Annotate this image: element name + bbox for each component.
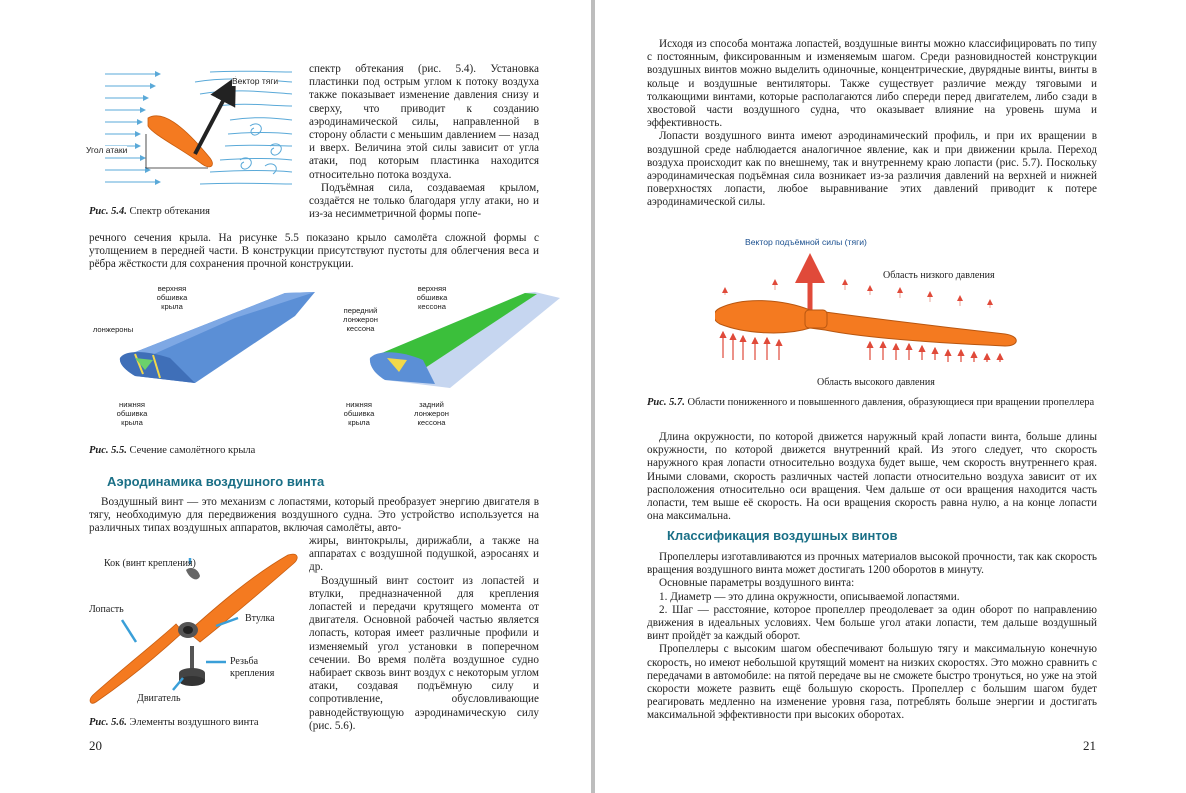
paragraph: Длина окружности, по которой движется наружный край лопасти винта, больше длины окружности, по которой движется внутренний край. Из этого следует, что скорость наружного края лопасти относительно воздуха будет выше, чем скорость внутреннего края. Иными словами, скорость различных частей лопасти относительно воздуха зависит от их расположения относительно оси вращения. Чем дальше от оси вращения находится часть лопасти, тем выше её скорость. На оси вращения скорость равна нулю, а на конце лопасти она максимальна. — [647, 431, 1097, 523]
label-front-spar: передний лонжерон кессона — [343, 306, 378, 333]
figure-5-7-pressure-diagram — [715, 250, 1025, 375]
label-rear-spar: задний лонжерон кессона — [414, 400, 449, 427]
label-spinner: Кок (винт крепления) — [104, 558, 196, 569]
paragraph: Основные параметры воздушного винта: — [659, 577, 855, 590]
paragraph: спектр обтекания (рис. 5.4). Установка пластинки под острым углом к потоку воздуха также показывает изменение давления снизу и сверху, что приводит к созданию аэродинамической силы, направленной в сторону области с меньшим давлением — назад и вверх. Величина этой силы зависит от угла атаки, под которым пластинка находится относительно потока воздуха. — [309, 63, 539, 181]
label-top-skin: верхняя обшивка крыла — [156, 284, 188, 311]
label-hub: Втулка — [245, 613, 275, 624]
label-blade: Лопасть — [89, 604, 124, 615]
caption-number: Рис. 5.6. — [89, 717, 127, 728]
page-number: 20 — [89, 738, 102, 753]
list-item: 2. Шаг — расстояние, которое пропеллер преодолевает за один оборот по направлению движения в идеальных условиях. Чем больше угол атаки лопасти, тем дальше воздушный винт пройдёт за каждый оборот. — [647, 603, 1097, 643]
page-number: 21 — [1083, 738, 1096, 753]
paragraph: Лопасти воздушного винта имеют аэродинамический профиль, и при их вращении в воздушной среде наблюдается аналогичное явление, как и при движении крыла. Переход воздуха происходит как по внешнему, так и внутреннему краю лопасти (рис. 5.7). Поскольку аэродинамическая подъёмная сила возникает из-за различия давлений на верхней и нижней поверхностях лопасти, любое выравнивание этих давлений приводит к потере аэродинамической силы. — [647, 130, 1097, 209]
figure-5-4-caption — [89, 206, 210, 219]
paragraph: Пропеллеры изготавливаются из прочных материалов высокой прочности, так как скорость вращения воздушного винта может достигать 1200 оборотов в минуту. — [647, 551, 1097, 577]
text-classification — [647, 551, 1097, 723]
right-page — [595, 0, 1186, 793]
caption-text: Сечение самолётного крыла — [129, 445, 256, 456]
caption-number: Рис. 5.5. — [89, 445, 127, 456]
label-bottom-skin: нижняя обшивка крыла — [116, 400, 148, 427]
section-heading: Аэродинамика воздушного винта — [107, 474, 325, 489]
paragraph: речного сечения крыла. На рисунке 5.5 показано крыло самолёта сложной формы с утолщением в передней части. В конструкции присутствуют пустоты для облегчения веса и рёбра жёсткости для сохранения прочной конструкции. — [89, 232, 539, 271]
figure-5-5-wing-green — [365, 288, 560, 393]
figure-5-5-wing-blue — [115, 288, 315, 388]
text-column-upper — [309, 63, 539, 221]
figure-5-5-caption — [89, 445, 255, 458]
text-column-lower — [309, 535, 539, 733]
paragraph: жиры, винтокрылы, дирижабли, а также на аппаратах с воздушной подушкой, аэросанях и др. — [309, 535, 539, 574]
label-spars: лонжероны — [92, 325, 134, 334]
label-bottom-skin-b: нижняя обшивка крыла — [343, 400, 375, 427]
paragraph: Пропеллеры с высоким шагом обеспечивают большую тягу и максимальную конечную скорость, но имеют небольшой крутящий момент на низких скоростях. Это можно сравнить с передачами в автомобиле: на пятой передаче вы не сможете быстро тронуться, но уже на этой скорости можете развить ещё большую скорость. Пропеллер с большим шагом будет реагировать медленно на изменение уровня газа, потреблять больше энергии и достигать максимальной эффективности при высоких оборотах. — [647, 643, 1097, 722]
label-thread: Резьба крепления — [230, 656, 275, 679]
list-item: 1. Диаметр — это длина окружности, описываемой лопастями. — [659, 590, 960, 603]
label-engine: Двигатель — [137, 693, 181, 704]
section-heading: Классификация воздушных винтов — [667, 528, 898, 543]
label-high-pressure: Область высокого давления — [817, 377, 935, 388]
caption-number: Рис. 5.4. — [89, 206, 127, 217]
paragraph: Воздушный винт — это механизм с лопастями, который преобразует энергию двигателя в тягу, необходимую для передвижения воздушного судна. Это устройство используется на различных типах воздушных аппаратов, включая самолёты, авто- — [89, 496, 539, 535]
label-lift-vector: Вектор подъёмной силы (тяги) — [745, 237, 867, 247]
paragraph: Подъёмная сила, создаваемая крылом, создаётся не только благодаря углу атаки, но и из-за несимметричной формы попе- — [309, 181, 539, 221]
paragraph: Воздушный винт состоит из лопастей и втулки, предназначенной для крепления лопастей и передачи крутящего момента от двигателя. Основной рабочей частью является лопасть, которая имеет различные профили и изменяемый угол установки в поперечном сечении. Во время полёта воздушное судно набирает сквозь винт воздух с некоторым углом атаки, создавая подъёмную силу и сопротивление, обусловливающие равнодействующую аэродинамическую силу (рис. 5.6). — [309, 574, 539, 732]
caption-text: Спектр обтекания — [129, 206, 210, 217]
caption-number: Рис. 5.7. — [647, 397, 685, 408]
figure-5-6-propeller — [88, 550, 303, 710]
caption-text: Элементы воздушного винта — [129, 717, 259, 728]
caption-text: Области пониженного и повышенного давления, образующиеся при вращении пропеллера — [687, 397, 1095, 408]
figure-5-6-caption — [89, 717, 259, 730]
label-attack-angle: Угол атаки — [86, 145, 128, 155]
left-page — [0, 0, 591, 793]
text-circumference — [647, 431, 1097, 523]
label-caisson-top: верхняя обшивка кессона — [416, 284, 448, 311]
label-low-pressure: Область низкого давления — [883, 270, 995, 281]
text-wide-wing — [89, 232, 539, 272]
figure-5-7-caption — [647, 397, 1097, 410]
paragraph: Исходя из способа монтажа лопастей, воздушные винты можно классифицировать по типу с постоянным, фиксированным и изменяемым шагом. Среди разновидностей конструкции воздушных винтов можно выделить одиночные, концентрические, двурядные винты, винты в кольце и воздушные вентиляторы. Также существует различие между тяговыми и толкающими винтами, которые располагаются либо спереди перед двигателем, либо сзади в хвостовой части воздушного судна, что оказывает влияние на уровень шума и эффективность. — [647, 38, 1097, 130]
label-thrust-vector: Вектор тяги — [232, 76, 279, 86]
text-propeller-intro — [89, 496, 539, 536]
text-intro — [647, 38, 1097, 210]
